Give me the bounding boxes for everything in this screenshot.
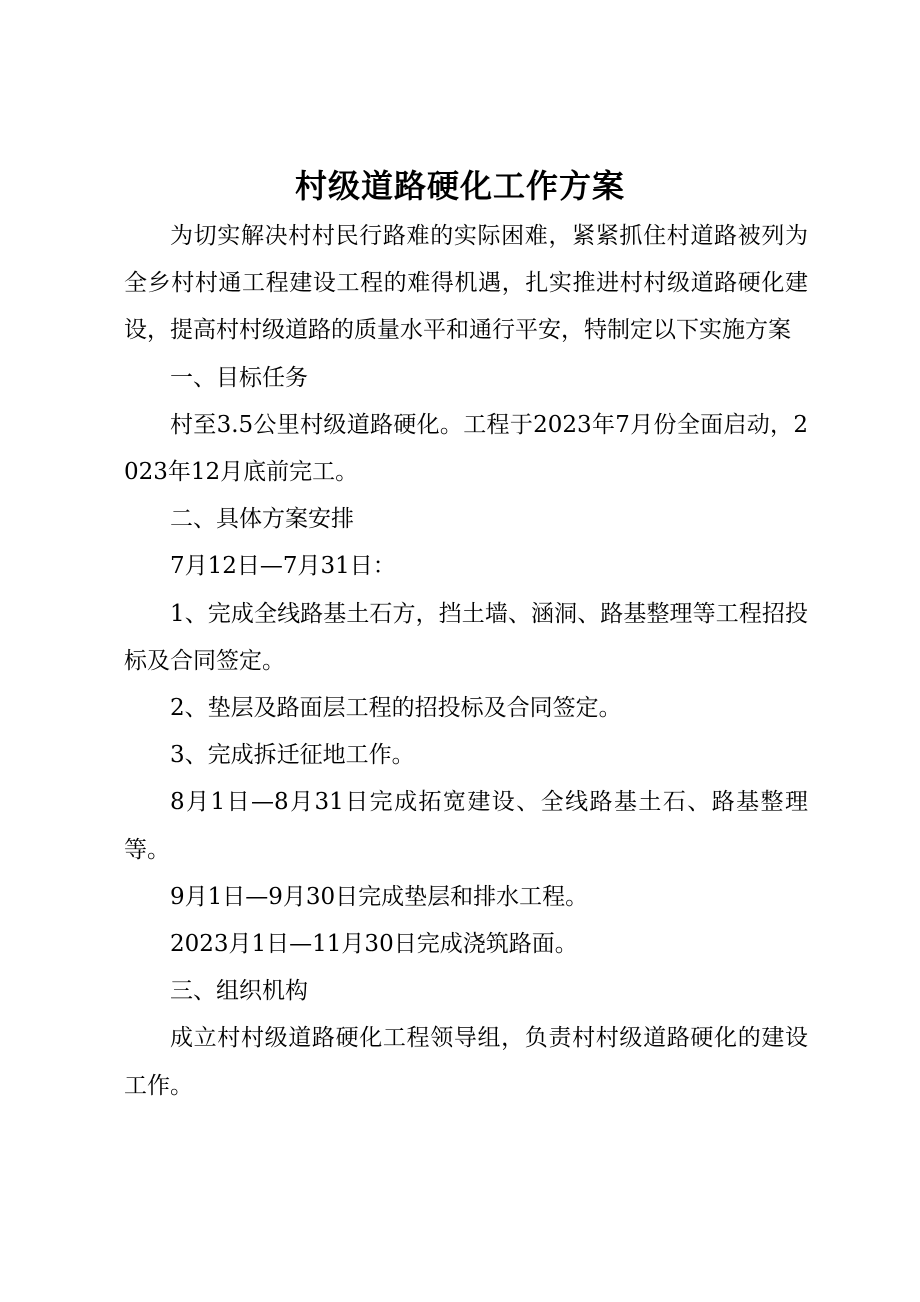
section-heading-organization: 三、组织机构 [170, 978, 308, 1005]
schedule-phase: 8月1日—8月31日完成拓宽建设、全线路基土石、路基整理等。 [124, 789, 808, 863]
goals-paragraph: 村至3.5公里村级道路硬化。工程于2023年7月份全面启动，2023年12月底前完工。 [124, 411, 808, 486]
schedule-item: 2、垫层及路面层工程的招投标及合同签定。 [170, 695, 622, 722]
document-body [124, 213, 808, 1110]
schedule-item: 1、完成全线路基土石方，挡土墙、涵洞、路基整理等工程招投标及合同签定。 [124, 600, 808, 674]
intro-paragraph: 为切实解决村村民行路难的实际困难，紧紧抓住村道路被列为全乡村村通工程建设工程的难得机遇，扎实推进村村级道路硬化建设，提高村村级道路的质量水平和通行平安，特制定以下实施方案 [124, 223, 808, 344]
schedule-phase: 2023月1日—11月30日完成浇筑路面。 [170, 931, 578, 958]
organization-paragraph: 成立村村级道路硬化工程领导组，负责村村级道路硬化的建设工作。 [124, 1025, 808, 1099]
document-title: 村级道路硬化工作方案 [294, 167, 625, 205]
schedule-item: 3、完成拆迁征地工作。 [170, 742, 415, 769]
schedule-date-range: 7月12日—7月31日： [170, 553, 396, 580]
section-heading-goals: 一、目标任务 [170, 364, 308, 391]
section-heading-schedule: 二、具体方案安排 [170, 506, 354, 533]
schedule-phase: 9月1日—9月30日完成垫层和排水工程。 [170, 883, 589, 910]
